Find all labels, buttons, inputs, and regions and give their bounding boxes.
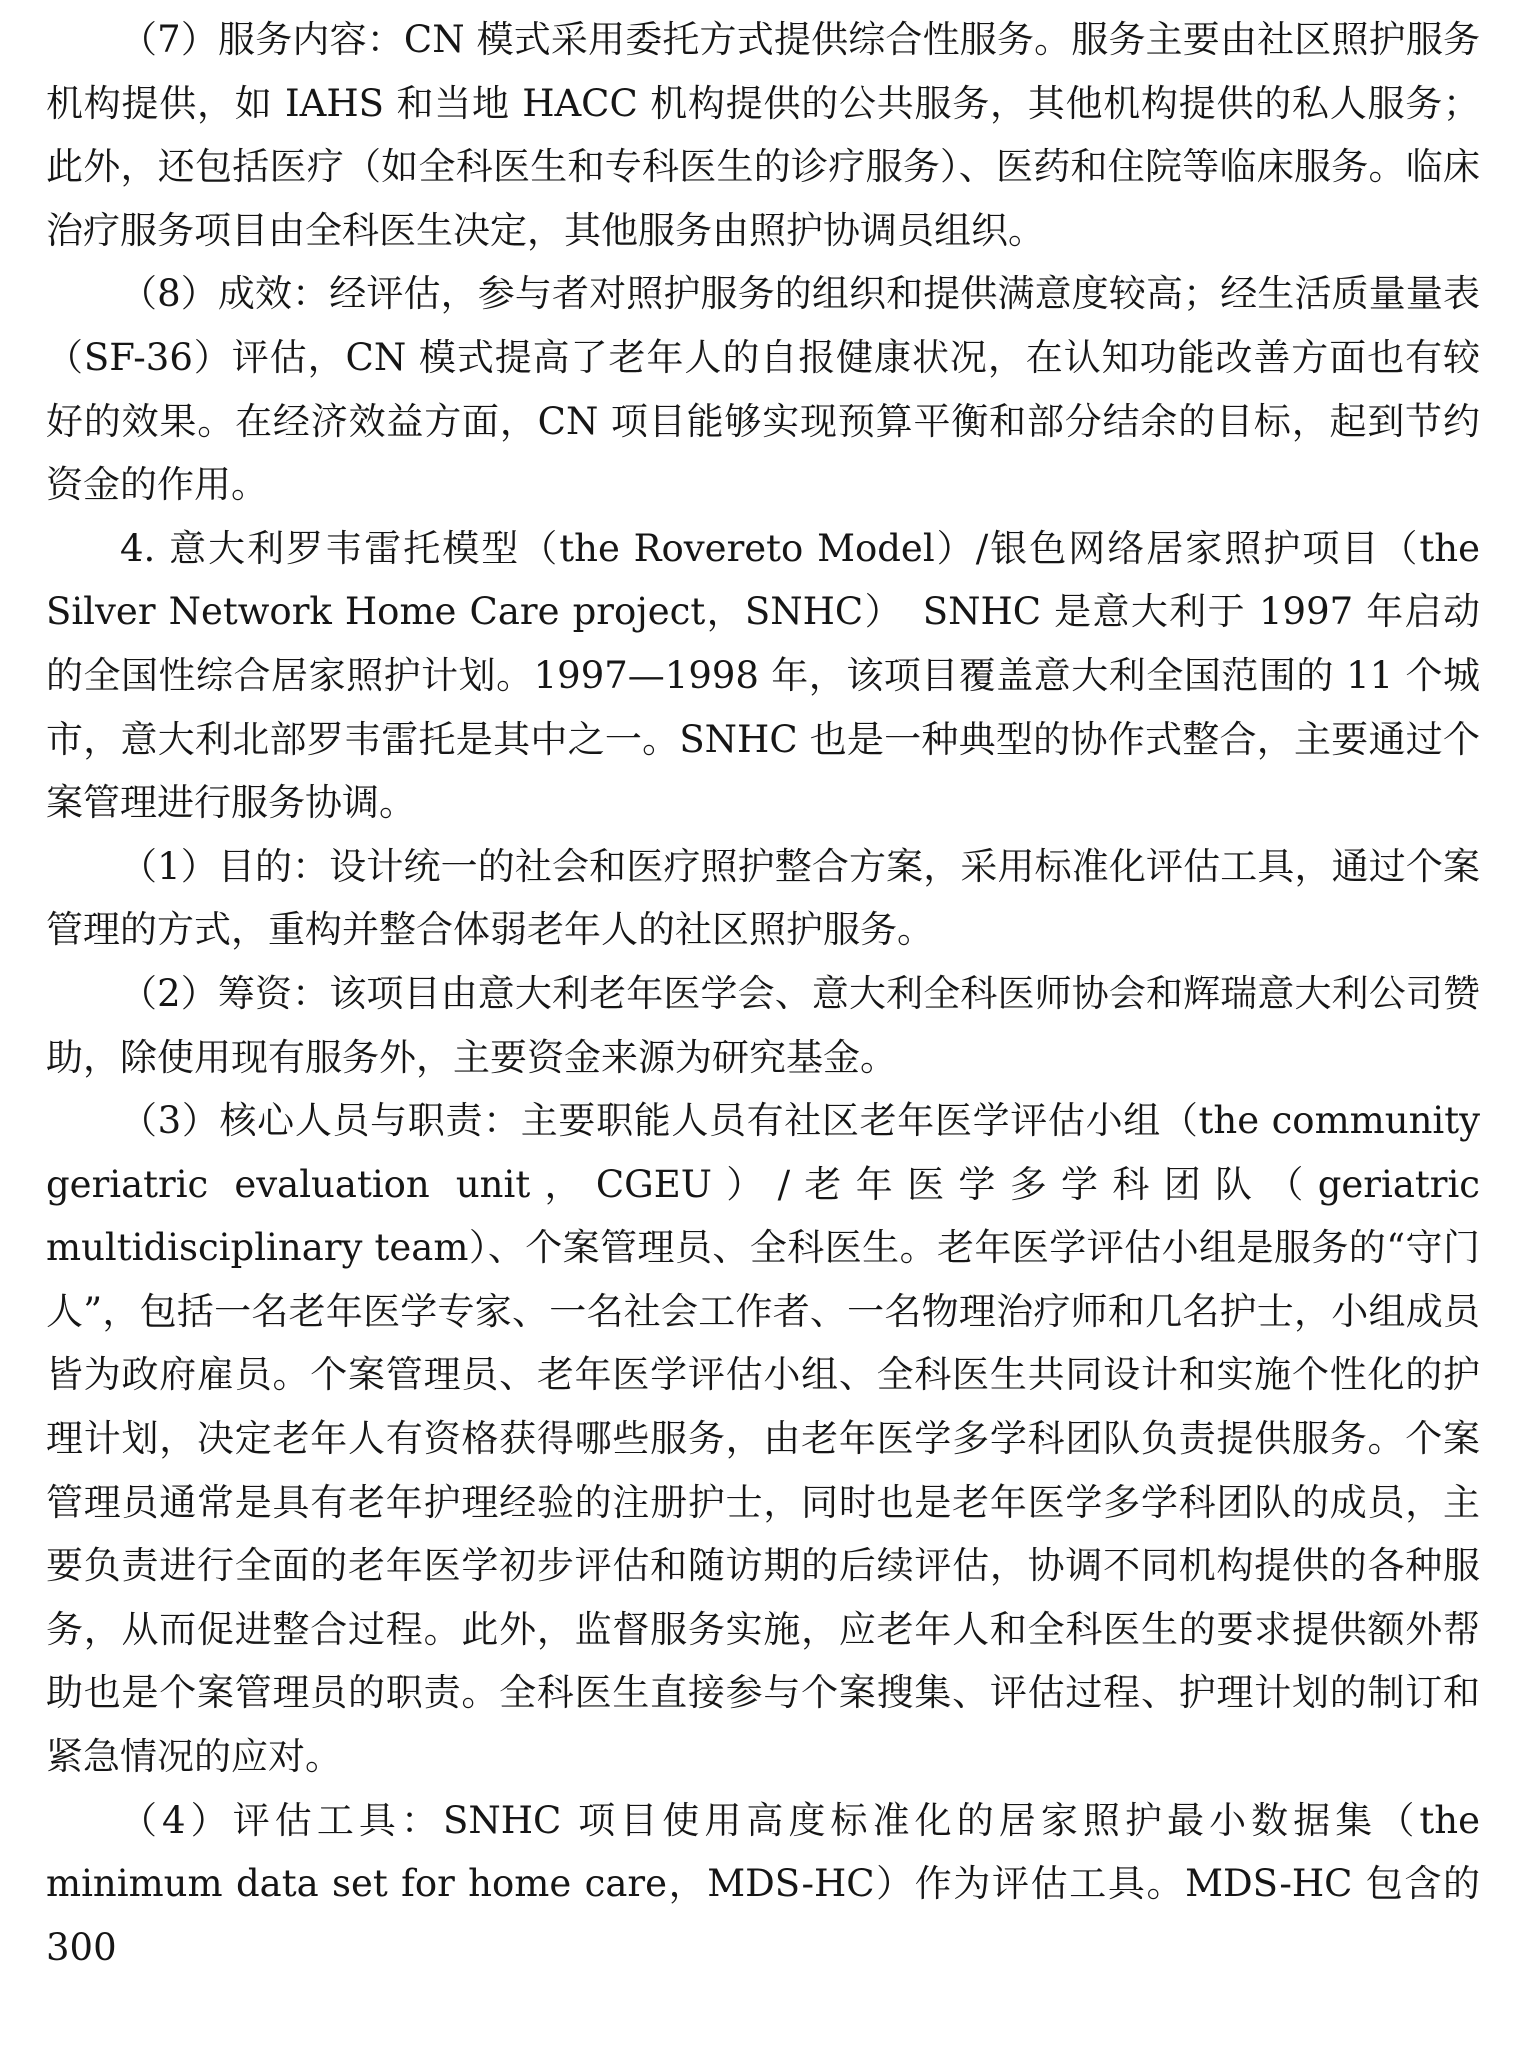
document-page [46, 8, 1480, 1979]
paragraph-service-content: （7）服务内容：CN 模式采用委托方式提供综合性服务。服务主要由社区照护服务机构提供，如 IAHS 和当地 HACC 机构提供的公共服务，其他机构提供的私人服务；此外，还包括医疗（如全科医生和专科医生的诊疗服务）、医药和住院等临床服务。临床治疗服务项目由全科医生决定，其他服务由照护协调员组织。 [46, 18, 1480, 252]
paragraph-core-staff: （3）核心人员与职责：主要职能人员有社区老年医学评估小组（the community geriatric evaluation unit，CGEU）/老年医学多学科团队（geriatric multidisciplinary team）、个案管理员、全科医生。老年医学评估小组是服务的“守门人”，包括一名老年医学专家、一名社会工作者、一名物理治疗师和几名护士，小组成员皆为政府雇员。个案管理员、老年医学评估小组、全科医生共同设计和实施个性化的护理计划，决定老年人有资格获得哪些服务，由老年医学多学科团队负责提供服务。个案管理员通常是具有老年护理经验的注册护士，同时也是老年医学多学科团队的成员，主要负责进行全面的老年医学初步评估和随访期的后续评估，协调不同机构提供的各种服务，从而促进整合过程。此外，监督服务实施，应老年人和全科医生的要求提供额外帮助也是个案管理员的职责。全科医生直接参与个案搜集、评估过程、护理计划的制订和紧急情况的应对。 [46, 1099, 1480, 1779]
paragraph-funding: （2）筹资：该项目由意大利老年医学会、意大利全科医师协会和辉瑞意大利公司赞助，除使用现有服务外，主要资金来源为研究基金。 [46, 971, 1480, 1079]
paragraph-outcomes: （8）成效：经评估，参与者对照护服务的组织和提供满意度较高；经生活质量量表（SF-36）评估，CN 模式提高了老年人的自报健康状况，在认知功能改善方面也有较好的效果。在经济效益方面，CN 项目能够实现预算平衡和部分结余的目标，起到节约资金的作用。 [46, 272, 1480, 507]
paragraph-rovereto-model: 4. 意大利罗韦雷托模型（the Rovereto Model）/银色网络居家照护项目（the Silver Network Home Care project，SNHC） SNHC 是意大利于 1997 年启动的全国性综合居家照护计划。1997—1998 年，该项目覆盖意大利全国范围的 11 个城市，意大利北部罗韦雷托是其中之一。SNHC 也是一种典型的协作式整合，主要通过个案管理进行服务协调。 [46, 526, 1480, 825]
paragraph-purpose: （1）目的：设计统一的社会和医疗照护整合方案，采用标准化评估工具，通过个案管理的方式，重构并整合体弱老年人的社区照护服务。 [46, 844, 1480, 952]
paragraph-assessment-tool: （4）评估工具：SNHC 项目使用高度标准化的居家照护最小数据集（the minimum data set for home care，MDS-HC）作为评估工具。MDS-HC 包含的 300 [46, 1798, 1480, 1969]
